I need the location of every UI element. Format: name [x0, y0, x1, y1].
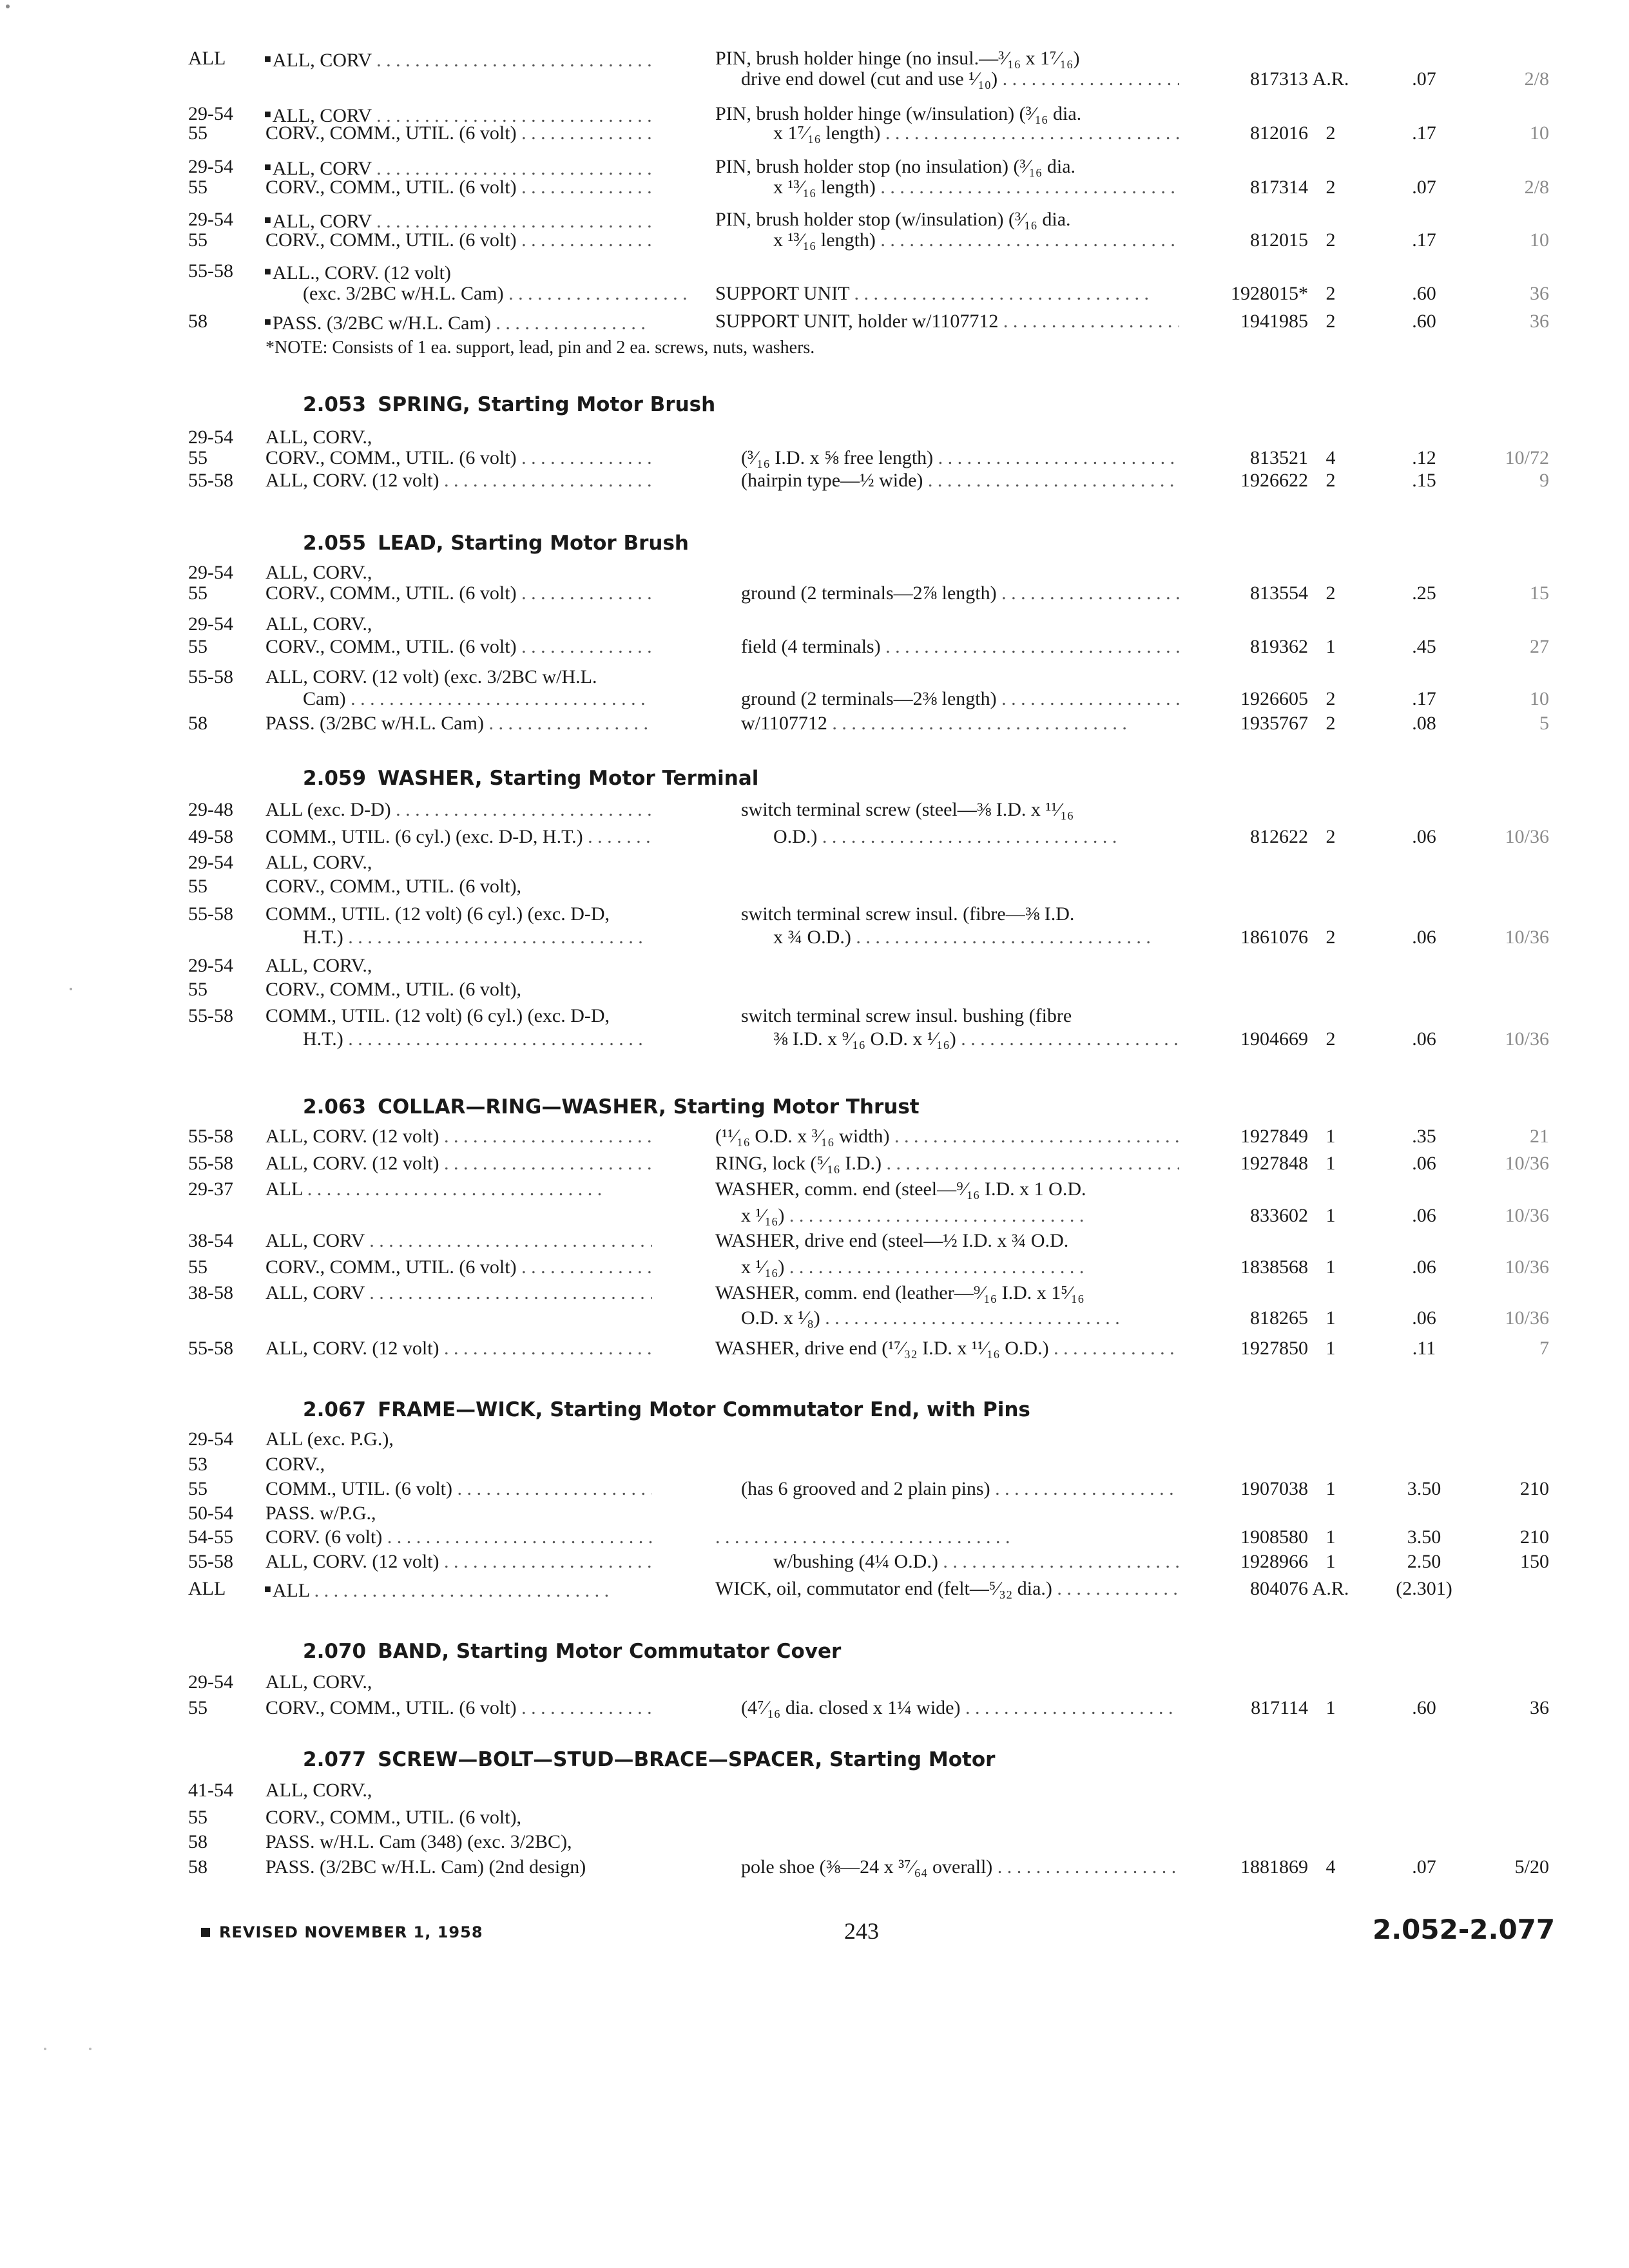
list-price: .17 — [1412, 229, 1436, 251]
carton-quantity: 10/36 — [1505, 1256, 1549, 1278]
application-label: ALL, CORV., — [265, 955, 372, 976]
part-number: 812622 — [1250, 826, 1308, 847]
section-number: 2.067 — [303, 1398, 367, 1421]
carton-quantity: 150 — [1520, 1551, 1549, 1572]
model-years: 55-58 — [188, 1126, 233, 1147]
model-years: 55-58 — [188, 470, 233, 491]
description-label: O.D. x ¹⁄₈) — [741, 1307, 820, 1329]
quantity: 2 — [1325, 713, 1336, 734]
quantity: 2 — [1325, 177, 1336, 198]
description-label: PIN, brush holder stop (no insulation) (³⁄₁₆ dia. — [715, 156, 1076, 177]
description-label: (¹¹⁄₁₆ O.D. x ³⁄₁₆ width) — [715, 1126, 890, 1147]
quantity: 1 — [1325, 1307, 1336, 1329]
quantity: 2 — [1325, 229, 1336, 251]
revision-mark-icon: ■ — [264, 52, 271, 65]
application-label: CORV., COMM., UTIL. (6 volt) — [265, 1697, 517, 1718]
model-years: 58 — [188, 311, 207, 332]
model-years: 53 — [188, 1454, 207, 1475]
description-label: w/bushing (4¼ O.D.) — [773, 1551, 938, 1572]
application-label: H.T.) — [303, 927, 343, 948]
part-number: 1927850 — [1240, 1338, 1308, 1359]
application-label: ALL — [265, 1178, 303, 1200]
application-label: PASS. (3/2BC w/H.L. Cam) (2nd design) — [265, 1856, 586, 1878]
description-label: (4⁷⁄₁₆ dia. closed x 1¼ wide) — [741, 1697, 961, 1718]
quantity: 1 — [1325, 1697, 1336, 1718]
section-title: WASHER, Starting Motor Terminal — [378, 767, 759, 790]
model-years: 55-58 — [188, 666, 233, 687]
revision-mark-icon: ■ — [264, 108, 271, 120]
model-years: 55 — [188, 636, 207, 657]
list-price: .07 — [1412, 177, 1436, 198]
application-label: ALL (exc. D-D) — [265, 799, 391, 820]
description-label: (³⁄₁₆ I.D. x ⅝ free length) — [741, 447, 934, 468]
part-number: 1881869 — [1240, 1856, 1308, 1878]
application-label: COMM., UTIL. (12 volt) (6 cyl.) (exc. D-D, — [265, 1005, 610, 1026]
list-price: .06 — [1412, 1256, 1436, 1278]
section-number: 2.055 — [303, 532, 367, 555]
application-label: CORV., COMM., UTIL. (6 volt) — [265, 447, 517, 468]
model-years: 55 — [188, 979, 207, 1000]
list-price: .45 — [1412, 636, 1436, 657]
quantity: 2 — [1325, 1028, 1336, 1050]
carton-quantity: 10 — [1530, 688, 1549, 709]
list-price: .15 — [1412, 470, 1436, 491]
group-range: 2.052-2.077 — [1373, 1914, 1556, 1945]
carton-quantity: 9 — [1539, 470, 1549, 491]
description-label: w/1107712 — [741, 713, 827, 734]
description-label: switch terminal screw insul. bushing (fibre — [741, 1005, 1072, 1026]
part-number: 1941985 — [1240, 311, 1308, 332]
carton-quantity: 10/36 — [1505, 927, 1549, 948]
description-label: drive end dowel (cut and use ¹⁄₁₀) — [741, 68, 998, 90]
revision-text: REVISED NOVEMBER 1, 1958 — [219, 1923, 483, 1941]
list-price: .25 — [1412, 582, 1436, 604]
description-label: switch terminal screw (steel—⅜ I.D. x ¹¹⁄₁₆ — [741, 799, 1074, 820]
part-number: 1838568 — [1240, 1256, 1308, 1278]
part-number: 817314 — [1250, 177, 1308, 198]
model-years: 58 — [188, 1831, 207, 1852]
application-label: ALL, CORV — [272, 211, 372, 232]
section-title: SCREW—BOLT—STUD—BRACE—SPACER, Starting Motor — [378, 1748, 996, 1771]
model-years: 29-54 — [188, 613, 233, 635]
application-label: PASS. w/P.G., — [265, 1503, 376, 1524]
carton-quantity: 36 — [1530, 283, 1549, 304]
description-label: WASHER, drive end (¹⁷⁄₃₂ I.D. x ¹¹⁄₁₆ O.D.) — [715, 1338, 1049, 1359]
section-number: 2.053 — [303, 393, 367, 416]
model-years: 29-54 — [188, 562, 233, 583]
application-label: ALL, CORV — [272, 158, 372, 179]
quantity: 1 — [1325, 636, 1336, 657]
model-years: 29-54 — [188, 209, 233, 230]
description-label: field (4 terminals) — [741, 636, 881, 657]
application-label: ALL, CORV., — [265, 613, 372, 635]
application-label: (exc. 3/2BC w/H.L. Cam) — [303, 283, 504, 304]
application-label: ALL., CORV. (12 volt) — [272, 262, 451, 284]
carton-quantity: 210 — [1520, 1478, 1549, 1499]
list-price: .17 — [1412, 688, 1436, 709]
carton-quantity: 5/20 — [1514, 1856, 1549, 1878]
list-price: .06 — [1412, 1205, 1436, 1226]
part-number: 817313 — [1250, 68, 1308, 90]
part-number: 1926605 — [1240, 688, 1308, 709]
revision-mark-icon: ■ — [264, 213, 271, 226]
application-label: Cam) — [303, 688, 346, 709]
application-label: COMM., UTIL. (12 volt) (6 cyl.) (exc. D-D, — [265, 903, 610, 925]
model-years: 49-58 — [188, 826, 233, 847]
part-number: 817114 — [1251, 1697, 1308, 1718]
quantity: 4 — [1325, 447, 1336, 468]
part-number: 1935767 — [1240, 713, 1308, 734]
application-label: PASS. (3/2BC w/H.L. Cam) — [272, 312, 491, 334]
application-label: CORV., COMM., UTIL. (6 volt) — [265, 229, 517, 251]
list-price: 3.50 — [1407, 1478, 1441, 1499]
model-years: 29-54 — [188, 1671, 233, 1693]
part-number: 804076 — [1250, 1578, 1308, 1599]
model-years: ALL — [188, 48, 226, 69]
application-label: CORV., COMM., UTIL. (6 volt) — [265, 582, 517, 604]
description-label: WASHER, comm. end (leather—⁹⁄₁₆ I.D. x 1⁵⁄₁₆ — [715, 1282, 1084, 1303]
model-years: 38-58 — [188, 1282, 233, 1303]
application-label: ALL, CORV. (12 volt) — [265, 1126, 439, 1147]
model-years: 55 — [188, 1478, 207, 1499]
model-years: 41-54 — [188, 1780, 233, 1801]
section-title: BAND, Starting Motor Commutator Cover — [378, 1640, 842, 1663]
carton-quantity: 10/36 — [1505, 1028, 1549, 1050]
model-years: 29-54 — [188, 427, 233, 448]
part-number: 833602 — [1250, 1205, 1308, 1226]
model-years: 58 — [188, 1856, 207, 1878]
application-label: PASS. w/H.L. Cam (348) (exc. 3/2BC), — [265, 1831, 572, 1852]
list-price: .60 — [1412, 1697, 1436, 1718]
model-years: 29-54 — [188, 156, 233, 177]
part-number: 1908580 — [1240, 1526, 1308, 1548]
model-years: 29-54 — [188, 103, 233, 124]
carton-quantity: 10/36 — [1505, 1153, 1549, 1174]
carton-quantity: 21 — [1530, 1126, 1549, 1147]
footnote: *NOTE: Consists of 1 ea. support, lead, pin and 2 ea. screws, nuts, washers. — [265, 338, 815, 358]
model-years: 55 — [188, 876, 207, 897]
part-number: 813521 — [1250, 447, 1308, 468]
model-years: 29-48 — [188, 799, 233, 820]
description-label: PIN, brush holder hinge (w/insulation) (³⁄₁₆ dia. — [715, 103, 1082, 124]
model-years: 29-37 — [188, 1178, 233, 1200]
list-price: .07 — [1412, 68, 1436, 90]
description-label: x ¹³⁄₁₆ length) — [773, 229, 876, 251]
part-number: 1907038 — [1240, 1478, 1308, 1499]
model-years: 55 — [188, 1697, 207, 1718]
application-label: ALL, CORV — [272, 105, 372, 126]
section-title: FRAME—WICK, Starting Motor Commutator End, with Pins — [378, 1398, 1030, 1421]
part-number: 1904669 — [1240, 1028, 1308, 1050]
model-years: 55 — [188, 229, 207, 251]
carton-quantity: 210 — [1520, 1526, 1549, 1548]
model-years: 55 — [188, 1256, 207, 1278]
description-label: x ¹⁄₁₆) — [741, 1205, 785, 1226]
application-label: ALL, CORV. (12 volt) — [265, 1153, 439, 1174]
application-label: ALL, CORV — [265, 1282, 365, 1303]
carton-quantity: 27 — [1530, 636, 1549, 657]
model-years: ALL — [188, 1578, 226, 1599]
carton-quantity: 10/36 — [1505, 826, 1549, 847]
carton-quantity: 2/8 — [1524, 68, 1549, 90]
quantity: 1 — [1325, 1526, 1336, 1548]
carton-quantity: 36 — [1530, 311, 1549, 332]
carton-quantity: 10/36 — [1505, 1205, 1549, 1226]
section-number: 2.070 — [303, 1640, 367, 1663]
part-number: 819362 — [1250, 636, 1308, 657]
part-number: 1927849 — [1240, 1126, 1308, 1147]
description-label: O.D.) — [773, 826, 818, 847]
application-label: ALL, CORV., — [265, 562, 372, 583]
section-number: 2.063 — [303, 1095, 367, 1119]
application-label: ALL (exc. P.G.), — [265, 1428, 394, 1450]
carton-quantity: 36 — [1530, 1697, 1549, 1718]
revision-mark-icon: ■ — [264, 315, 271, 328]
application-label: ALL, CORV., — [265, 1671, 372, 1693]
model-years: 55 — [188, 447, 207, 468]
application-label: ALL, CORV., — [265, 427, 372, 448]
part-number: 1861076 — [1240, 927, 1308, 948]
part-number: 818265 — [1250, 1307, 1308, 1329]
description-label: PIN, brush holder stop (w/insulation) (³⁄₁₆ dia. — [715, 209, 1071, 230]
quantity: 2 — [1325, 122, 1336, 144]
list-price: .17 — [1412, 122, 1436, 144]
section-title: COLLAR—RING—WASHER, Starting Motor Thrust — [378, 1095, 920, 1119]
description-label: RING, lock (⁵⁄₁₆ I.D.) — [715, 1153, 882, 1174]
quantity: A.R. — [1312, 68, 1349, 90]
description-label: SUPPORT UNIT, holder w/1107712 — [715, 311, 999, 332]
description-label: ⅜ I.D. x ⁹⁄₁₆ O.D. x ¹⁄₁₆) — [773, 1028, 956, 1050]
model-years: 55 — [188, 122, 207, 144]
quantity: 1 — [1325, 1256, 1336, 1278]
application-label: ALL, CORV., — [265, 1780, 372, 1801]
revision-mark-icon: ■ — [264, 160, 271, 173]
description-label: ground (2 terminals—2⅞ length) — [741, 582, 997, 604]
part-number: 1928015* — [1231, 283, 1308, 304]
description-label: (has 6 grooved and 2 plain pins) — [741, 1478, 990, 1499]
part-number: 1927848 — [1240, 1153, 1308, 1174]
model-years: 55-58 — [188, 903, 233, 925]
model-years: 55 — [188, 582, 207, 604]
application-label: CORV., COMM., UTIL. (6 volt), — [265, 876, 522, 897]
quantity: 2 — [1325, 311, 1336, 332]
description-label: (hairpin type—½ wide) — [741, 470, 923, 491]
description-label: x 1⁷⁄₁₆ length) — [773, 122, 881, 144]
model-years: 55 — [188, 1807, 207, 1828]
part-number: 1926622 — [1240, 470, 1308, 491]
application-label: ALL, CORV — [265, 1230, 365, 1251]
carton-quantity: 2/8 — [1524, 177, 1549, 198]
application-label: CORV., COMM., UTIL. (6 volt), — [265, 1807, 522, 1828]
model-years: 55 — [188, 177, 207, 198]
list-price: .06 — [1412, 826, 1436, 847]
list-price: .35 — [1412, 1126, 1436, 1147]
application-label: ALL, CORV. (12 volt) — [265, 470, 439, 491]
list-price: (2.301) — [1396, 1578, 1452, 1599]
description-label: WASHER, drive end (steel—½ I.D. x ¾ O.D. — [715, 1230, 1069, 1251]
section-title: LEAD, Starting Motor Brush — [378, 532, 689, 555]
part-number: 1928966 — [1240, 1551, 1308, 1572]
application-label: ALL, CORV. (12 volt) — [265, 1338, 439, 1359]
part-number: 813554 — [1250, 582, 1308, 604]
quantity: A.R. — [1312, 1578, 1349, 1599]
description-label: SUPPORT UNIT — [715, 283, 849, 304]
quantity: 2 — [1325, 927, 1336, 948]
application-label: CORV., COMM., UTIL. (6 volt) — [265, 1256, 517, 1278]
carton-quantity: 10 — [1530, 229, 1549, 251]
revision-mark-icon: ■ — [264, 1582, 271, 1595]
carton-quantity: 7 — [1539, 1338, 1549, 1359]
carton-quantity: 10/36 — [1505, 1307, 1549, 1329]
section-number: 2.077 — [303, 1748, 367, 1771]
description-label: pole shoe (⅜—24 x ³⁷⁄₆₄ overall) — [741, 1856, 993, 1878]
description-label: x ¾ O.D.) — [773, 927, 851, 948]
part-number: 812016 — [1250, 122, 1308, 144]
quantity: 1 — [1325, 1551, 1336, 1572]
description-label: WASHER, comm. end (steel—⁹⁄₁₆ I.D. x 1 O.D. — [715, 1178, 1086, 1200]
list-price: 3.50 — [1407, 1526, 1441, 1548]
application-label: ALL, CORV. (12 volt) (exc. 3/2BC w/H.L. — [265, 666, 597, 687]
model-years: 38-54 — [188, 1230, 233, 1251]
description-label: x ¹³⁄₁₆ length) — [773, 177, 876, 198]
quantity: 2 — [1325, 470, 1336, 491]
model-years: 29-54 — [188, 852, 233, 873]
description-label: switch terminal screw insul. (fibre—⅜ I.D. — [741, 903, 1075, 925]
list-price: .07 — [1412, 1856, 1436, 1878]
carton-quantity: 15 — [1530, 582, 1549, 604]
model-years: 54-55 — [188, 1526, 233, 1548]
model-years: 58 — [188, 713, 207, 734]
application-label: H.T.) — [303, 1028, 343, 1050]
application-label: ALL — [272, 1580, 310, 1601]
list-price: .11 — [1412, 1338, 1436, 1359]
application-label: ALL, CORV — [272, 50, 372, 71]
section-number: 2.059 — [303, 767, 367, 790]
carton-quantity: 10 — [1530, 122, 1549, 144]
model-years: 55-58 — [188, 1338, 233, 1359]
description-label: PIN, brush holder hinge (no insul.—³⁄₁₆ x 1⁷⁄₁₆) — [715, 48, 1080, 69]
quantity: 2 — [1325, 688, 1336, 709]
list-price: .60 — [1412, 311, 1436, 332]
description-label: WICK, oil, commutator end (felt—⁵⁄₃₂ dia.) — [715, 1578, 1052, 1599]
quantity: 2 — [1325, 283, 1336, 304]
model-years: 29-54 — [188, 955, 233, 976]
carton-quantity: 10/72 — [1505, 447, 1549, 468]
description-label: x ¹⁄₁₆) — [741, 1256, 785, 1278]
model-years: 55-58 — [188, 1005, 233, 1026]
application-label: ALL, CORV., — [265, 852, 372, 873]
list-price: .12 — [1412, 447, 1436, 468]
quantity: 2 — [1325, 582, 1336, 604]
model-years: 55-58 — [188, 260, 233, 282]
list-price: 2.50 — [1407, 1551, 1441, 1572]
quantity: 1 — [1325, 1205, 1336, 1226]
model-years: 55-58 — [188, 1551, 233, 1572]
application-label: COMM., UTIL. (6 volt) — [265, 1478, 452, 1499]
application-label: CORV., COMM., UTIL. (6 volt) — [265, 636, 517, 657]
quantity: 2 — [1325, 826, 1336, 847]
description-label: ground (2 terminals—2⅜ length) — [741, 688, 997, 709]
model-years: 50-54 — [188, 1503, 233, 1524]
application-label: CORV. (6 volt) — [265, 1526, 383, 1548]
application-label: CORV., COMM., UTIL. (6 volt) — [265, 177, 517, 198]
list-price: .06 — [1412, 927, 1436, 948]
application-label: CORV., — [265, 1454, 325, 1475]
model-years: 55-58 — [188, 1153, 233, 1174]
list-price: .06 — [1412, 1028, 1436, 1050]
application-label: CORV., COMM., UTIL. (6 volt) — [265, 122, 517, 144]
carton-quantity: 5 — [1539, 713, 1549, 734]
list-price: .06 — [1412, 1153, 1436, 1174]
section-title: SPRING, Starting Motor Brush — [378, 393, 716, 416]
application-label: ALL, CORV. (12 volt) — [265, 1551, 439, 1572]
quantity: 1 — [1325, 1478, 1336, 1499]
model-years: 29-54 — [188, 1428, 233, 1450]
list-price: .06 — [1412, 1307, 1436, 1329]
application-label: COMM., UTIL. (6 cyl.) (exc. D-D, H.T.) — [265, 826, 583, 847]
quantity: 4 — [1325, 1856, 1336, 1878]
quantity: 1 — [1325, 1153, 1336, 1174]
page-number: 243 — [844, 1918, 879, 1944]
application-label: CORV., COMM., UTIL. (6 volt), — [265, 979, 522, 1000]
list-price: .08 — [1412, 713, 1436, 734]
quantity: 1 — [1325, 1126, 1336, 1147]
part-number: 812015 — [1250, 229, 1308, 251]
list-price: .60 — [1412, 283, 1436, 304]
revision-mark-icon: ■ — [264, 265, 271, 278]
quantity: 1 — [1325, 1338, 1336, 1359]
application-label: PASS. (3/2BC w/H.L. Cam) — [265, 713, 484, 734]
